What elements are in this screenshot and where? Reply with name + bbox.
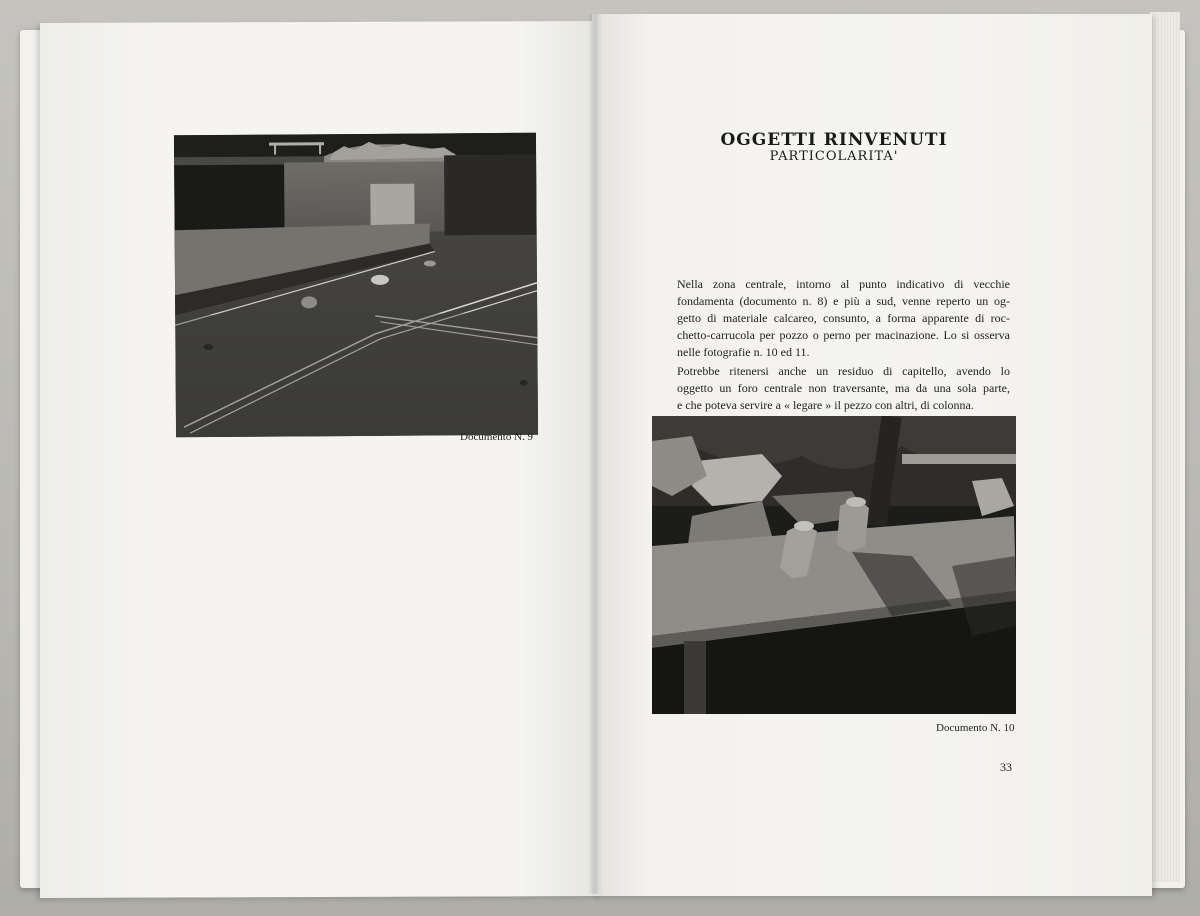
left-photo-caption: Documento N. 9 xyxy=(460,431,534,443)
text-line: e che poteva servire a « legare » il pezzo con altri, di colonna. xyxy=(677,398,974,412)
text-line: getto di materiale calcareo, consunto, a forma apparente di roc- xyxy=(677,311,1010,325)
text-line: Nella zona centrale, intorno al punto indicativo di vecchie xyxy=(677,277,1010,291)
body-text xyxy=(655,276,1010,414)
book-gutter xyxy=(588,14,602,894)
page-number: 33 xyxy=(1000,760,1012,774)
paragraph-1 xyxy=(655,276,1010,361)
right-photo-caption: Documento N. 10 xyxy=(936,722,1015,734)
text-line: fondamenta (documento n. 8) e più a sud, venne reperto un og- xyxy=(677,294,1010,308)
text-line: oggetto un foro centrale non traversante, ma da una sola parte, xyxy=(677,381,1010,395)
stone-objects-photo xyxy=(652,416,1016,714)
text-line: chetto-carrucola per pozzo o perno per macinazione. Lo si osserva xyxy=(677,328,1010,342)
page-edges xyxy=(1150,12,1180,882)
text-line: nelle fotografie n. 10 ed 11. xyxy=(677,345,810,359)
page-title: OGGETTI RINVENUTI xyxy=(720,130,948,150)
paragraph-2 xyxy=(655,363,1010,414)
excavation-site-photo xyxy=(174,133,538,438)
page-subtitle: PARTICOLARITA' xyxy=(769,149,899,164)
text-line: Potrebbe ritenersi anche un residuo di capitello, avendo lo xyxy=(677,364,1010,378)
